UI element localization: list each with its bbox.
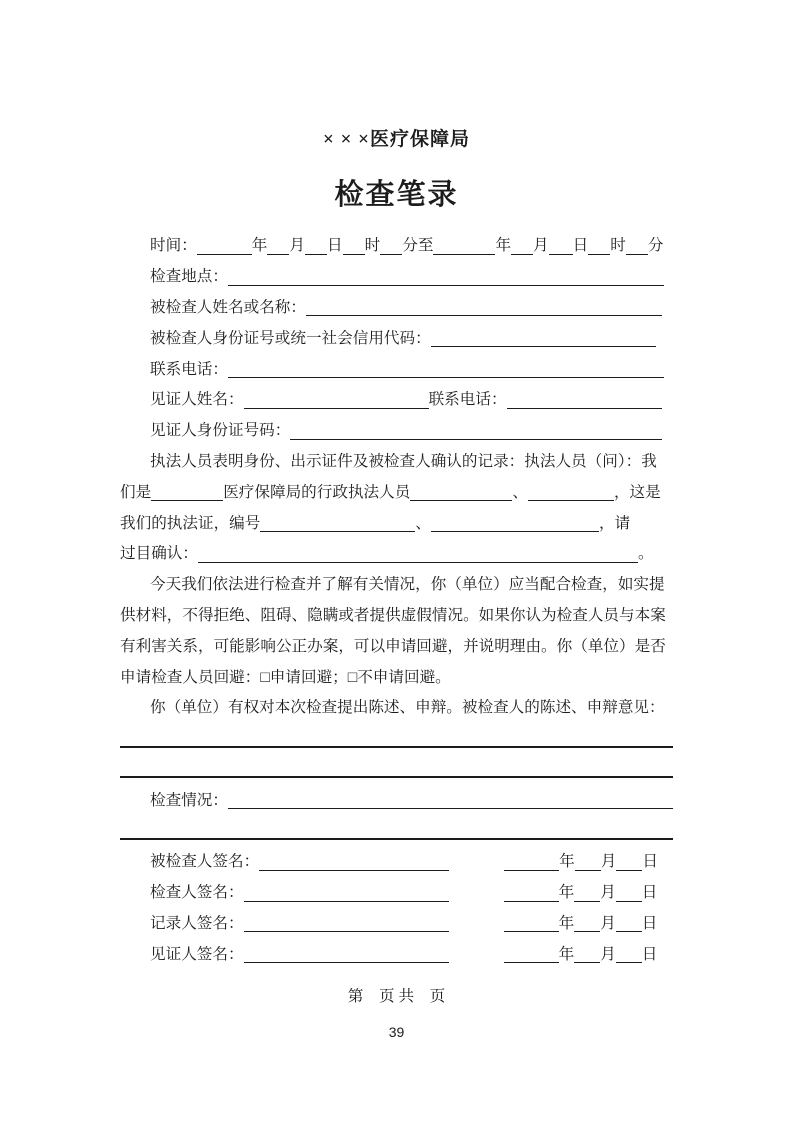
blank-field[interactable] xyxy=(549,249,573,255)
notice-line-3 xyxy=(120,624,673,655)
label-text: 月 xyxy=(600,914,616,932)
label-text: 们是 xyxy=(120,483,152,501)
witness-id-line xyxy=(120,409,673,440)
label-text: 月 xyxy=(600,884,616,902)
blank-field[interactable] xyxy=(198,557,638,563)
label-text: 日 xyxy=(642,853,658,871)
sig-inspectee-line xyxy=(120,840,673,871)
form-body xyxy=(120,224,673,963)
notice-line-2 xyxy=(120,594,673,625)
spacer xyxy=(449,869,504,871)
witness-name-phone-line xyxy=(120,378,673,409)
label-text: 日 xyxy=(327,237,343,255)
blank-field[interactable] xyxy=(306,310,662,316)
statement-rights-line xyxy=(120,686,673,717)
blank-field[interactable] xyxy=(197,249,252,255)
label-text: 今天我们依法进行检查并了解有关情况，你（单位）应当配合检查，如实提 xyxy=(150,576,665,594)
blank-field[interactable] xyxy=(259,865,449,871)
label-text: 检查情况： xyxy=(150,791,228,809)
label-text: 年 xyxy=(251,237,268,255)
blank-field[interactable] xyxy=(504,896,559,902)
blank-field[interactable] xyxy=(626,249,648,255)
label-text: 日 xyxy=(641,884,658,902)
label-text: 被检查人签名： xyxy=(150,853,260,871)
blank-field[interactable] xyxy=(574,896,600,902)
identity-record-line-3 xyxy=(120,501,673,532)
inspectee-id-line xyxy=(120,316,673,347)
label-text: 、 xyxy=(415,514,431,532)
label-text: 月 xyxy=(533,237,549,255)
label-text: 。 xyxy=(637,545,654,563)
blank-field[interactable] xyxy=(244,403,429,409)
label-text: 记录人签名： xyxy=(150,914,244,932)
blank-field[interactable] xyxy=(380,249,402,255)
label-text: 检查人签名： xyxy=(150,884,244,902)
blank-field[interactable] xyxy=(244,896,449,902)
label-text: 时间： xyxy=(150,237,197,255)
blank-field[interactable] xyxy=(588,249,610,255)
label-text: 检查地点： xyxy=(150,268,228,286)
label-text: 申请回避； xyxy=(269,668,348,686)
blank-field[interactable] xyxy=(575,865,601,871)
label-text: 我们的执法证，编号 xyxy=(120,514,261,532)
identity-record-line-1 xyxy=(120,440,673,471)
blank-field[interactable] xyxy=(433,249,495,255)
time-line xyxy=(120,224,673,255)
statement-blank-line-2 xyxy=(120,748,673,779)
blank-field[interactable] xyxy=(616,896,642,902)
sig-witness-line xyxy=(120,932,673,963)
blank-field[interactable] xyxy=(504,926,559,932)
label-text: ，这是 xyxy=(613,483,661,501)
inspectee-name-line xyxy=(120,286,673,317)
blank-field[interactable] xyxy=(267,249,289,255)
page-footer: 第 页 共 页 xyxy=(347,988,446,1005)
inspection-result-line xyxy=(120,778,673,809)
blank-field[interactable] xyxy=(528,495,614,501)
blank-field[interactable] xyxy=(507,403,662,409)
notice-line-4 xyxy=(120,655,673,686)
spacer xyxy=(449,930,504,932)
label-text: 日 xyxy=(572,237,589,255)
label-text: 医疗保障局的行政执法人员 xyxy=(223,483,411,501)
label-text: 见证人签名： xyxy=(150,945,244,963)
checkbox[interactable]: □ xyxy=(347,668,358,686)
blank-field[interactable] xyxy=(511,249,533,255)
blank-field[interactable] xyxy=(574,926,600,932)
result-blank-line xyxy=(120,809,673,840)
label-text: 时 xyxy=(364,237,381,255)
label-text: 、 xyxy=(512,483,528,501)
checkbox[interactable]: □ xyxy=(260,668,270,686)
label-text: 年 xyxy=(558,884,575,902)
label-text: 过目确认： xyxy=(120,545,198,563)
label-text: 被检查人身份证号或统一社会信用代码： xyxy=(150,329,431,347)
blank-field[interactable] xyxy=(305,249,327,255)
label-text: 日 xyxy=(641,945,658,963)
blank-field[interactable] xyxy=(290,434,662,440)
label-text: 分 xyxy=(647,237,664,255)
contact-phone-line xyxy=(120,347,673,378)
blank-field[interactable] xyxy=(504,865,559,871)
blank-field[interactable] xyxy=(120,833,673,840)
label-text: 年 xyxy=(558,914,575,932)
label-text: 见证人姓名： xyxy=(150,391,244,409)
blank-field[interactable] xyxy=(260,526,415,532)
label-text: 被检查人姓名或名称： xyxy=(150,299,306,317)
blank-field[interactable] xyxy=(228,372,664,378)
spacer xyxy=(449,900,504,902)
label-text: 联系电话： xyxy=(428,391,507,409)
blank-field[interactable] xyxy=(244,926,449,932)
label-text: 年 xyxy=(559,853,575,871)
org-name: × × ×医疗保障局 xyxy=(323,129,470,150)
blank-field[interactable] xyxy=(504,957,559,963)
blank-field[interactable] xyxy=(410,495,512,501)
document-title: 检查笔录 xyxy=(334,179,459,211)
identity-record-line-4 xyxy=(120,532,673,563)
label-text: 供材料，不得拒绝、阻碍、隐瞒或者提供虚假情况。如果你认为检查人员与本案 xyxy=(120,607,666,624)
label-text: 年 xyxy=(558,945,575,963)
blank-field[interactable] xyxy=(120,741,673,748)
blank-field[interactable] xyxy=(431,341,656,347)
label-text: 不申请回避。 xyxy=(357,668,451,686)
label-text: 申请检查人员回避： xyxy=(120,668,261,686)
label-text: 月 xyxy=(600,945,616,963)
blank-field[interactable] xyxy=(616,957,642,963)
blank-field[interactable] xyxy=(616,865,642,871)
label-text: 执法人员表明身份、出示证件及被检查人确认的记录：执法人员（问）：我 xyxy=(150,453,657,471)
label-text: 日 xyxy=(641,914,658,932)
identity-record-line-2 xyxy=(120,470,673,501)
label-text: 联系电话： xyxy=(150,360,228,378)
label-text: 月 xyxy=(600,853,617,871)
blank-field[interactable] xyxy=(120,771,673,778)
blank-field[interactable] xyxy=(616,926,642,932)
sig-recorder-line xyxy=(120,902,673,933)
blank-field[interactable] xyxy=(431,526,599,532)
blank-field[interactable] xyxy=(228,803,673,809)
statement-blank-line-1 xyxy=(120,717,673,748)
page-number: 39 xyxy=(388,1024,405,1040)
label-text: 年 xyxy=(495,237,512,255)
spacer xyxy=(449,961,504,963)
blank-field[interactable] xyxy=(343,249,365,255)
blank-field[interactable] xyxy=(228,280,664,286)
label-text: 你（单位）有权对本次检查提出陈述、申辩。被检查人的陈述、申辩意见： xyxy=(150,699,665,717)
blank-field[interactable] xyxy=(151,495,223,501)
label-text: ，请 xyxy=(598,514,631,532)
blank-field[interactable] xyxy=(574,957,600,963)
label-text: 分至 xyxy=(402,237,434,255)
label-text: 见证人身份证号码： xyxy=(150,422,291,440)
label-text: 时 xyxy=(610,237,626,255)
location-line xyxy=(120,255,673,286)
label-text: 有利害关系，可能影响公正办案，可以申请回避，并说明理由。你（单位）是否 xyxy=(120,637,666,655)
sig-inspector-line xyxy=(120,871,673,902)
notice-line-1 xyxy=(120,563,673,594)
blank-field[interactable] xyxy=(244,957,449,963)
label-text: 月 xyxy=(289,237,306,255)
